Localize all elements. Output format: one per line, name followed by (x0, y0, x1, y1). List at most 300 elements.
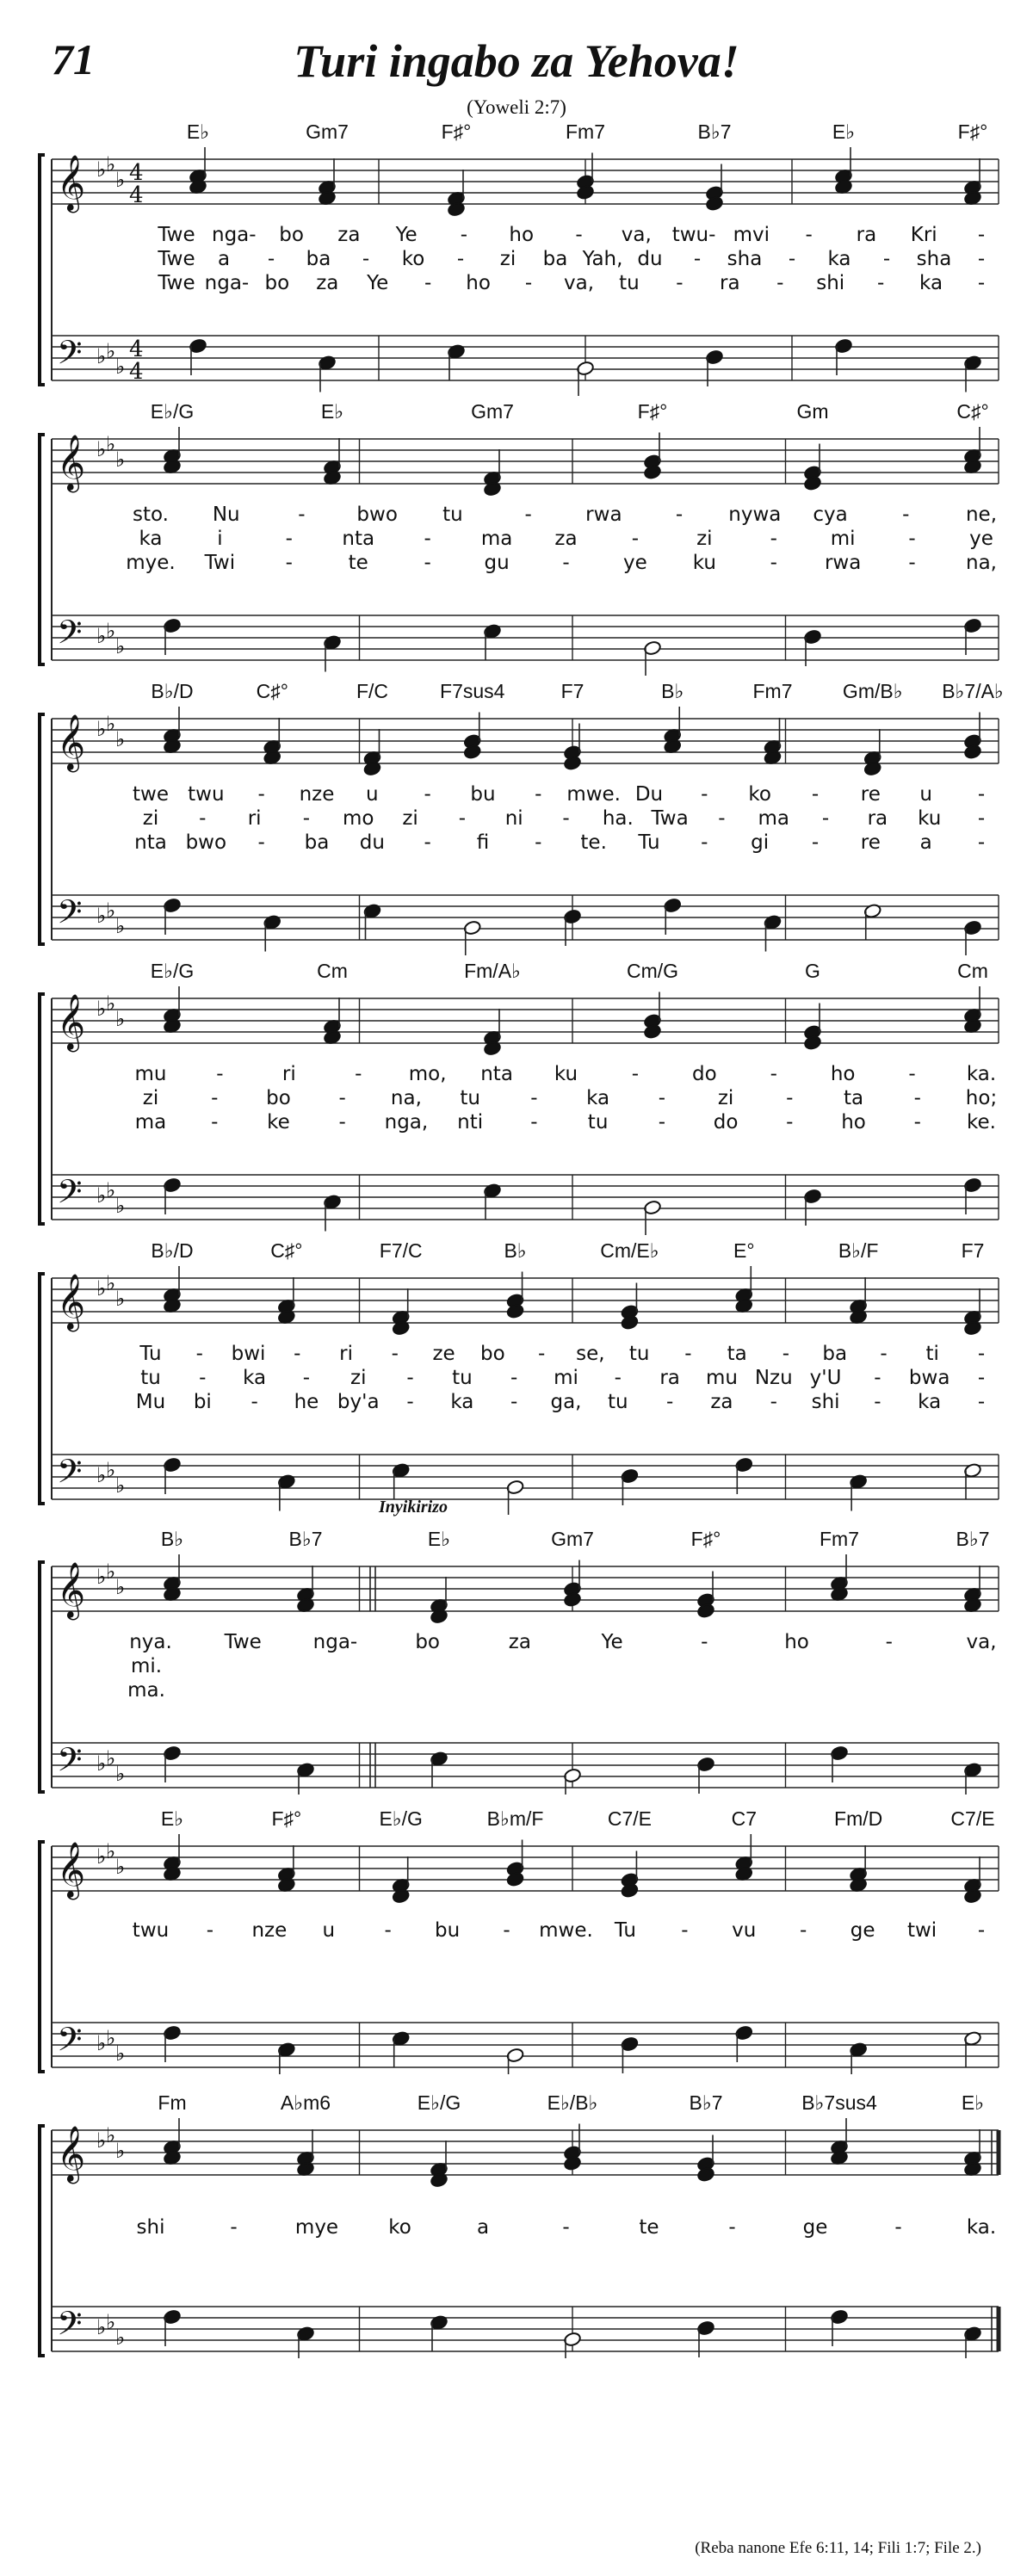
lyric-syllable: - (701, 783, 708, 806)
lyric-syllable: ze (432, 1343, 455, 1365)
lyric-syllable: - (977, 783, 986, 806)
lyric-syllable: he (294, 1391, 319, 1413)
lyric-syllable: mi. (130, 1655, 163, 1677)
lyric-syllable: Ye (601, 1631, 623, 1653)
chord-symbol: B♭m/F (486, 1807, 544, 1830)
lyric-syllable: tu (628, 1343, 650, 1365)
flat-sign: ♭ (96, 2315, 107, 2339)
lyric-syllable: ka (586, 1087, 610, 1109)
lyric-syllable: - (770, 528, 777, 550)
lyric-syllable: ku (554, 1063, 578, 1085)
chord-symbol: B♭/D (151, 1239, 194, 1262)
lyric-syllable: - (681, 1919, 689, 1942)
flat-sign: ♭ (96, 1183, 107, 1208)
lyric-syllable: nga- (211, 224, 257, 246)
lyric-syllable: ra (720, 272, 740, 294)
chord-symbol: Cm/E♭ (600, 1239, 659, 1262)
lyric-syllable: - (876, 272, 885, 294)
lyric-syllable: ra (856, 224, 877, 246)
lyric-syllable: Du (634, 783, 664, 806)
chord-symbol: B♭ (504, 1239, 527, 1262)
lyric-syllable: ka (827, 248, 851, 270)
lyric-syllable: - (913, 1087, 921, 1109)
staff-lines (0, 120, 1033, 396)
lyric-syllable: ka (918, 1391, 942, 1413)
lyric-syllable: sha (727, 248, 763, 270)
lyric-syllable: ma (480, 528, 513, 550)
lyric-syllable: ri (339, 1343, 353, 1365)
lyric-syllable: - (424, 272, 432, 294)
lyric-syllable: mi (830, 528, 856, 550)
flat-sign: ♭ (106, 1458, 116, 1482)
lyric-syllable: bu (470, 783, 496, 806)
music-system (0, 1498, 1033, 1795)
flat-sign: ♭ (106, 152, 116, 176)
lyric-syllable: - (458, 807, 467, 830)
lyric-syllable: - (424, 552, 431, 574)
lyric-syllable: - (693, 248, 702, 270)
lyric-syllable: Twe (158, 248, 195, 270)
lyric-syllable: mwe. (539, 1919, 593, 1942)
lyric-syllable: ho (466, 272, 491, 294)
chord-symbol: E♭/G (417, 2091, 461, 2114)
treble-clef: 𝄞 (57, 2126, 86, 2182)
chord-symbol: F♯° (690, 1528, 721, 1550)
flat-sign: ♭ (96, 624, 107, 648)
chord-symbol: E♭/G (379, 1807, 423, 1830)
flat-sign: ♭ (106, 619, 116, 643)
music-system (0, 2083, 1033, 2358)
system-bracket (40, 1274, 45, 1504)
lyric-syllable: - (788, 248, 796, 270)
lyric-syllable: za (337, 224, 361, 246)
lyric-syllable: - (267, 248, 275, 270)
lyric-syllable: tu (460, 1087, 480, 1109)
chord-symbol: E° (733, 1239, 755, 1262)
lyric-syllable: - (874, 1391, 881, 1413)
bass-clef: 𝄢 (57, 2020, 83, 2066)
lyric-syllable: ra (659, 1367, 680, 1389)
lyric-syllable: - (631, 1063, 640, 1085)
lyric-syllable: Mu (135, 1391, 166, 1413)
lyric-syllable: - (294, 1343, 301, 1365)
flat-sign: ♭ (115, 2326, 126, 2350)
flat-sign: ♭ (96, 1751, 107, 1776)
lyric-syllable: - (257, 831, 265, 854)
chord-symbol: F/C (356, 680, 389, 702)
lyric-syllable: fi (476, 831, 490, 854)
flat-sign: ♭ (115, 1007, 126, 1031)
flat-sign: ♭ (106, 899, 116, 923)
lyric-syllable: ba (304, 831, 330, 854)
flat-sign: ♭ (106, 2310, 116, 2334)
chord-symbol: Fm/A♭ (464, 960, 521, 982)
lyric-syllable: bwi (231, 1343, 266, 1365)
lyric-syllable: - (701, 831, 708, 854)
lyric-syllable: ge (850, 1919, 875, 1942)
lyric-syllable: za (554, 528, 578, 550)
lyric-syllable: - (908, 1063, 916, 1085)
lyric-syllable: ka (450, 1391, 474, 1413)
lyric-syllable: ke. (967, 1111, 996, 1134)
lyric-syllable: Nu (212, 503, 240, 526)
lyric-syllable: - (562, 807, 570, 830)
lyric-syllable: twu (132, 1919, 170, 1942)
lyric-syllable: va, (966, 1631, 997, 1653)
lyric-syllable: - (298, 503, 306, 526)
music-system (0, 1799, 1033, 2074)
time-signature-bottom: 4 (129, 182, 144, 208)
lyric-syllable: ta (727, 1343, 747, 1365)
chord-symbol: E♭/G (150, 400, 195, 423)
lyric-syllable: do (691, 1063, 717, 1085)
lyric-syllable: - (524, 503, 532, 526)
lyric-syllable: u (919, 783, 932, 806)
flat-sign: ♭ (106, 1271, 116, 1295)
lyric-syllable: ra (867, 807, 888, 830)
lyric-syllable: ho (784, 1631, 809, 1653)
system-bracket (40, 1842, 45, 2072)
lyric-syllable: ma. (127, 1679, 165, 1702)
chord-symbol: Gm7 (306, 120, 349, 143)
lyric-syllable: - (302, 1367, 311, 1389)
lyric-syllable: - (285, 528, 293, 550)
lyric-syllable: ga, (550, 1391, 582, 1413)
lyric-syllable: Ye (395, 224, 418, 246)
lyric-syllable: - (424, 528, 431, 550)
chord-symbol: G (805, 960, 820, 982)
bass-clef: 𝄢 (57, 333, 83, 380)
lyric-syllable: - (391, 1343, 399, 1365)
lyric-syllable: bu (435, 1919, 461, 1942)
flat-sign: ♭ (115, 2042, 126, 2066)
lyric-syllable: nga- (312, 1631, 358, 1653)
lyric-syllable: twu- (671, 224, 716, 246)
lyric-syllable: - (456, 248, 465, 270)
lyric-syllable: nya. (129, 1631, 172, 1653)
treble-clef: 𝄞 (57, 1562, 86, 1618)
lyric-syllable: - (530, 1087, 538, 1109)
flat-sign: ♭ (96, 997, 107, 1021)
lyric-syllable: - (977, 1367, 986, 1389)
lyric-syllable: bwo (185, 831, 227, 854)
lyric-syllable: - (251, 1391, 258, 1413)
system-bracket (40, 994, 45, 1224)
flat-sign: ♭ (106, 339, 116, 363)
flat-sign: ♭ (96, 1463, 107, 1487)
chord-symbol: C7/E (607, 1807, 652, 1830)
lyric-syllable: - (614, 1367, 622, 1389)
lyric-syllable: - (362, 248, 370, 270)
lyric-syllable: - (211, 1087, 219, 1109)
lyric-syllable: Ye (367, 272, 389, 294)
lyric-syllable: shi (136, 2216, 165, 2239)
lyric-syllable: rwa (585, 503, 622, 526)
lyric-syllable: shi (811, 1391, 840, 1413)
chord-symbol: Fm7 (566, 120, 605, 143)
lyric-syllable: - (199, 1367, 207, 1389)
chord-symbol: B♭/F (838, 1239, 879, 1262)
lyric-syllable: ko (401, 248, 425, 270)
lyric-syllable: ti (925, 1343, 939, 1365)
lyric-syllable: ta (843, 1087, 864, 1109)
lyric-syllable: gu (484, 552, 510, 574)
lyric-syllable: Tu (614, 1919, 636, 1942)
lyric-syllable: - (770, 1063, 777, 1085)
lyric-syllable: - (658, 1111, 665, 1134)
lyric-syllable: - (786, 1111, 794, 1134)
lyric-syllable: Tu (638, 831, 660, 854)
lyric-syllable: - (537, 1343, 546, 1365)
lyric-syllable: ne, (965, 503, 998, 526)
chord-symbol: F7/C (379, 1239, 423, 1262)
flat-sign: ♭ (115, 1287, 126, 1311)
lyric-syllable: ba (822, 1343, 848, 1365)
chord-symbol: B♭7 (956, 1528, 990, 1550)
chord-symbol: C♯° (270, 1239, 303, 1262)
flat-sign: ♭ (106, 2026, 116, 2050)
lyric-syllable: - (874, 1367, 881, 1389)
lyric-syllable: - (770, 1391, 777, 1413)
lyric-syllable: - (524, 272, 533, 294)
flat-sign: ♭ (115, 355, 126, 379)
song-number: 71 (52, 35, 95, 83)
chord-symbol: Fm/D (834, 1807, 883, 1830)
lyric-syllable: ko (748, 783, 771, 806)
lyric-syllable: - (770, 552, 777, 574)
lyric-syllable: - (800, 1919, 807, 1942)
chord-symbol: B♭7 (697, 120, 732, 143)
lyric-syllable: na, (390, 1087, 422, 1109)
lyric-syllable: ku (692, 552, 716, 574)
music-system (0, 680, 1033, 955)
lyric-syllable: ba (542, 248, 568, 270)
lyric-syllable: - (977, 1919, 986, 1942)
chord-symbol: A♭m6 (280, 2091, 331, 2114)
lyric-syllable: - (894, 2216, 902, 2239)
lyric-syllable: - (684, 1343, 692, 1365)
system-bracket (40, 2126, 45, 2356)
chord-symbol: C7 (731, 1807, 757, 1830)
lyric-syllable: - (811, 783, 820, 806)
lyric-syllable: - (503, 1919, 510, 1942)
lyric-syllable: - (535, 783, 542, 806)
lyric-syllable: - (718, 807, 726, 830)
lyric-syllable: du (637, 248, 663, 270)
lyric-syllable: - (424, 831, 431, 854)
lyric-syllable: - (908, 528, 916, 550)
lyric-syllable: va, (621, 224, 652, 246)
lyric-syllable: - (406, 1391, 414, 1413)
music-system (0, 120, 1033, 396)
lyric-syllable: du (359, 831, 385, 854)
lyric-syllable: - (631, 528, 640, 550)
lyric-syllable: nga, (384, 1111, 429, 1134)
flat-sign: ♭ (115, 168, 126, 192)
lyric-syllable: ri (247, 807, 262, 830)
lyric-syllable: - (302, 807, 311, 830)
lyric-syllable: mye. (126, 552, 176, 574)
chord-symbol: F♯° (957, 120, 988, 143)
lyric-syllable: te. (580, 831, 607, 854)
chord-symbol: E♭ (160, 1807, 184, 1830)
lyric-syllable: - (216, 1063, 224, 1085)
lyric-syllable: Kri (910, 224, 937, 246)
lyric-syllable: mo, (408, 1063, 447, 1085)
lyric-syllable: bwa (908, 1367, 950, 1389)
treble-clef: 𝄞 (57, 1842, 86, 1898)
lyric-syllable: do (713, 1111, 739, 1134)
lyric-syllable: nywa (728, 503, 782, 526)
flat-sign: ♭ (96, 717, 107, 741)
chord-symbol: B♭7 (288, 1528, 323, 1550)
bass-clef: 𝄢 (57, 893, 83, 939)
lyric-syllable: - (676, 272, 684, 294)
lyric-syllable: tu (608, 1391, 628, 1413)
lyric-syllable: - (977, 272, 986, 294)
lyric-syllable: re (860, 783, 881, 806)
refrain-label: Inyikirizo (379, 1498, 448, 1517)
flat-sign: ♭ (106, 1560, 116, 1584)
chord-symbol: Gm/B♭ (842, 680, 903, 702)
bass-clef: 𝄢 (57, 2304, 83, 2351)
lyric-syllable: a (919, 831, 932, 854)
lyric-syllable: nta (134, 831, 167, 854)
lyric-syllable: a (217, 248, 231, 270)
lyric-syllable: se, (576, 1343, 605, 1365)
flat-sign: ♭ (96, 1565, 107, 1589)
chord-symbol: F♯° (271, 1807, 302, 1830)
lyric-syllable: ho (509, 224, 535, 246)
lyric-syllable: tu (619, 272, 640, 294)
time-signature-top: 4 (129, 337, 144, 362)
flat-sign: ♭ (106, 991, 116, 1016)
chord-symbol: E♭ (961, 2091, 985, 2114)
lyric-syllable: - (665, 1391, 674, 1413)
lyric-syllable: bwo (356, 503, 398, 526)
lyric-syllable: y'U (809, 1367, 842, 1389)
bass-clef: 𝄢 (57, 1172, 83, 1219)
flat-sign: ♭ (96, 904, 107, 928)
song-title: Turi ingabo za Yehova! (294, 35, 739, 87)
lyric-syllable: nze (299, 783, 335, 806)
chord-symbol: Gm7 (471, 400, 514, 423)
chord-symbol: F♯° (637, 400, 668, 423)
lyric-syllable: ye (969, 528, 993, 550)
chord-symbol: Cm/G (626, 960, 679, 982)
flat-sign: ♭ (115, 914, 126, 938)
lyric-syllable: - (355, 1063, 362, 1085)
bass-clef: 𝄢 (57, 1452, 83, 1498)
lyric-syllable: zi (499, 248, 516, 270)
lyric-syllable: tu (452, 1367, 473, 1389)
chord-symbol: B♭7 (689, 2091, 723, 2114)
lyric-syllable: ko (388, 2216, 411, 2239)
lyric-syllable: ho (830, 1063, 856, 1085)
lyric-syllable: - (805, 224, 813, 246)
lyric-syllable: za (316, 272, 339, 294)
flat-sign: ♭ (96, 437, 107, 461)
chord-symbol: Cm (317, 960, 348, 982)
flat-sign: ♭ (115, 1855, 126, 1879)
lyric-syllable: zi (696, 528, 713, 550)
chord-symbol: E♭ (427, 1528, 451, 1550)
lyric-syllable: mu (705, 1367, 738, 1389)
lyric-syllable: re (860, 831, 881, 854)
lyric-syllable: - (880, 1343, 888, 1365)
music-system (0, 400, 1033, 676)
lyric-syllable: - (211, 1111, 219, 1134)
flat-sign: ♭ (115, 634, 126, 658)
lyric-syllable: ni (504, 807, 523, 830)
lyric-syllable: - (460, 224, 468, 246)
lyric-syllable: - (782, 1343, 790, 1365)
chord-symbol: Fm7 (752, 680, 793, 702)
lyric-syllable: te (348, 552, 368, 574)
chord-symbol: B♭/D (151, 680, 194, 702)
lyric-syllable: nze (251, 1919, 288, 1942)
lyric-syllable: - (786, 1087, 794, 1109)
lyric-syllable: - (658, 1087, 665, 1109)
lyric-syllable: mvi (733, 224, 770, 246)
lyric-syllable: - (977, 224, 986, 246)
lyric-syllable: bo (415, 1631, 440, 1653)
lyric-syllable: Twi (204, 552, 236, 574)
lyric-syllable: twi (906, 1919, 937, 1942)
chord-symbol: Fm7 (820, 1528, 859, 1550)
lyric-syllable: - (199, 807, 207, 830)
lyric-syllable: u (322, 1919, 336, 1942)
lyric-syllable: mwe. (566, 783, 621, 806)
lyric-syllable: - (338, 1087, 346, 1109)
lyric-syllable: ka. (966, 1063, 997, 1085)
flat-sign: ♭ (115, 1762, 126, 1786)
lyric-syllable: bo (480, 1343, 505, 1365)
lyric-syllable: bo (279, 224, 304, 246)
lyric-syllable: za (508, 1631, 531, 1653)
lyric-syllable: bo (264, 272, 290, 294)
lyric-syllable: gi (751, 831, 770, 854)
lyric-syllable: - (977, 248, 986, 270)
lyric-syllable: - (908, 552, 916, 574)
music-system (0, 960, 1033, 1235)
chord-symbol: E♭/G (150, 960, 195, 982)
chord-symbol: E♭ (320, 400, 344, 423)
flat-sign: ♭ (96, 2128, 107, 2153)
lyric-syllable: ho (841, 1111, 866, 1134)
flat-sign: ♭ (96, 158, 107, 182)
chord-symbol: F7 (961, 1239, 985, 1262)
lyric-syllable: ka (139, 528, 163, 550)
lyric-syllable: Twe (158, 272, 195, 294)
lyric-syllable: nta (480, 1063, 513, 1085)
lyric-syllable: - (338, 1111, 346, 1134)
lyric-syllable: cya (813, 503, 848, 526)
lyric-syllable: - (728, 2216, 736, 2239)
lyric-syllable: - (562, 2216, 570, 2239)
flat-sign: ♭ (96, 2031, 107, 2055)
chord-symbol: B♭7sus4 (801, 2091, 877, 2114)
lyric-syllable: a (476, 2216, 490, 2239)
chord-symbol: Fm (158, 2091, 187, 2114)
chord-symbol: B♭ (661, 680, 684, 702)
lyric-syllable: - (575, 224, 583, 246)
bass-clef: 𝄢 (57, 613, 83, 659)
lyric-syllable: twu (188, 783, 225, 806)
lyric-syllable: na, (966, 552, 997, 574)
system-bracket (40, 1562, 45, 1792)
lyric-syllable: za (710, 1391, 733, 1413)
